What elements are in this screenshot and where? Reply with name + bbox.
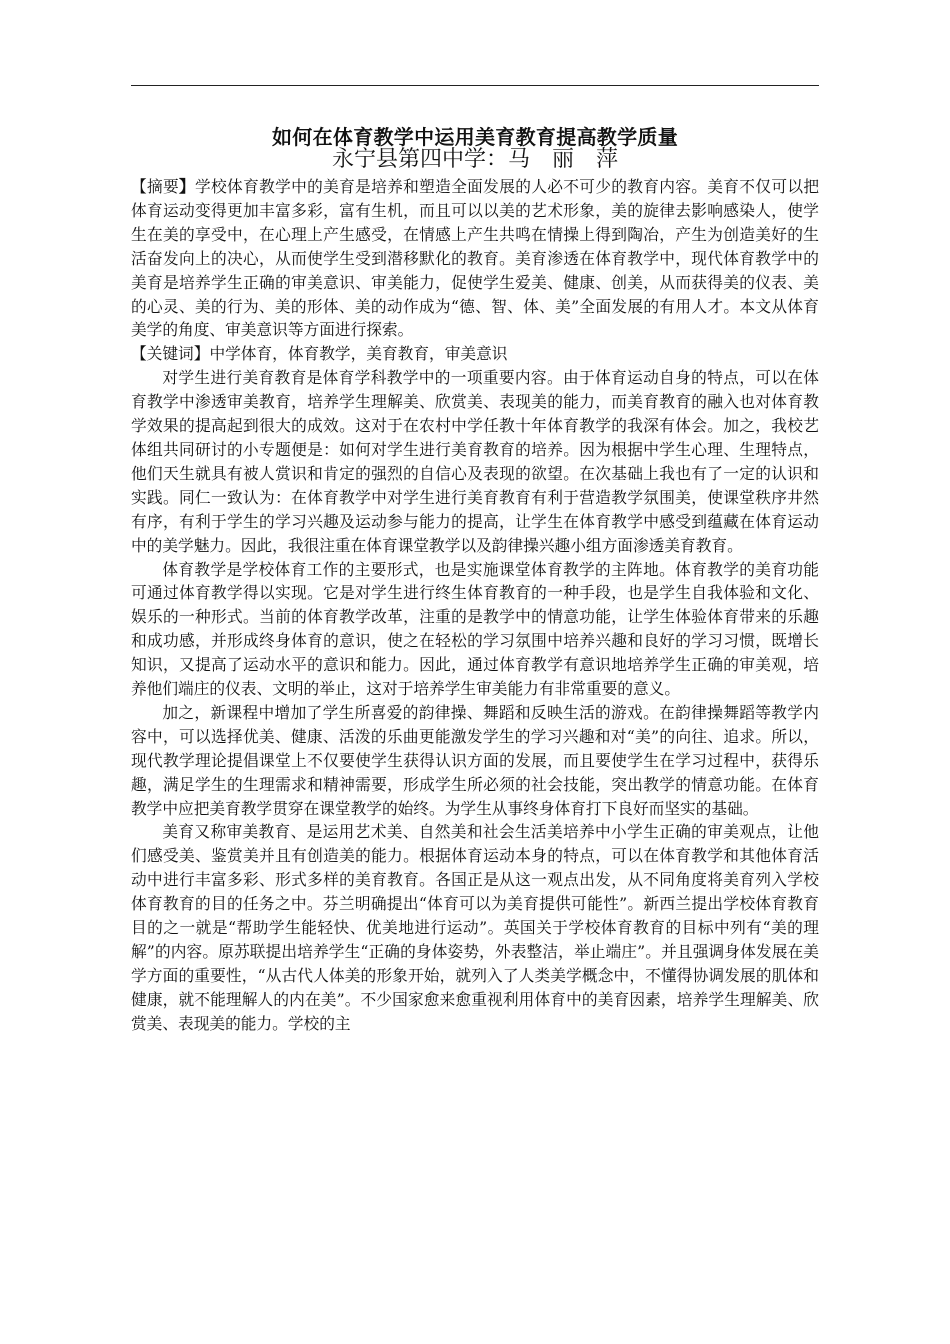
document-title: 如何在体育教学中运用美育教育提高教学质量 xyxy=(272,125,678,149)
body-paragraph-1: 对学生进行美育教育是体育学科教学中的一项重要内容。由于体育运动自身的特点，可以在体育教学中渗透审美教育，培养学生理解美、欣赏美、表现美的能力，而美育教育的融入也对体育教学效果的提高起到很大的成效。这对于在农村中学任教十年体育教学的我深有体会。加之，我校艺体组共同研讨的小专题便是：如何对学生进行美育教育的培养。因为根据中学生心理、生理特点，他们天生就具有被人赏识和肯定的强烈的自信心及表现的欲望。在次基础上我也有了一定的认识和实践。同仁一致认为：在体育教学中对学生进行美育教育有利于营造教学氛围美，使课堂秩序井然有序，有利于学生的学习兴趣及运动参与能力的提高，让学生在体育教学中感受到蕴藏在体育运动中的美学魅力。因此，我很注重在体育课堂教学以及韵律操兴趣小组方面渗透美育教育。 xyxy=(131,368,819,555)
body-paragraph-4: 美育又称审美教育、是运用艺术美、自然美和社会生活美培养中小学生正确的审美观点，让他们感受美、鉴赏美并且有创造美的能力。根据体育运动本身的特点，可以在体育教学和其他体育活动中进行丰富多彩、形式多样的美育教育。各国正是从这一观点出发，从不同角度将美育列入学校体育教育的目的任务之中。芬兰明确提出“体育可以为美育提供可能性”。新西兰提出学校体育教育目的之一就是“帮助学生能轻快、优美地进行运动”。英国关于学校体育教育的目标中列有“美的理解”的内容。原苏联提出培养学生“正确的身体姿势，外表整洁，举止端庄”。并且强调身体发展在美学方面的重要性，“从古代人体美的形象开始，就列入了人类美学概念中，不懂得协调发展的肌体和健康，就不能理解人的内在美”。不少国家愈来愈重视利用体育中的美育因素，培养学生理解美、欣赏美、表现美的能力。学校的主 xyxy=(131,822,819,1033)
body-paragraph-2: 体育教学是学校体育工作的主要形式，也是实施课堂体育教学的主阵地。体育教学的美育功能可通过体育教学得以实现。它是对学生进行终生体育教育的一种手段，也是学生自我体验和文化、娱乐的一种形式。当前的体育教学改革，注重的是教学中的情意功能，让学生体验体育带来的乐趣和成功感，并形成终身体育的意识，使之在轻松的学习氛围中培养兴趣和良好的学习习惯，既增长知识，又提高了运动水平的意识和能力。因此，通过体育教学有意识地培养学生正确的审美观，培养他们端庄的仪表、文明的举止，这对于培养学生审美能力有非常重要的意义。 xyxy=(131,559,819,699)
keywords-label: 【关键词】 xyxy=(131,344,210,364)
abstract-paragraph xyxy=(131,175,819,342)
keywords-paragraph xyxy=(131,342,819,366)
abstract-label-close: 】 xyxy=(179,177,196,196)
body-paragraph-3: 加之，新课程中增加了学生所喜爱的韵律操、舞蹈和反映生活的游戏。在韵律操舞蹈等教学内容中，可以选择优美、健康、活泼的乐曲更能激发学生的学习兴趣和对“美”的向往、追求。所以，现代教学理论提倡课堂上不仅要使学生获得认识方面的发展，而且要使学生在学习过程中，获得乐趣，满足学生的生理需求和精神需要，形成学生所必须的社会技能，突出教学的情意功能。在体育教学中应把美育教学贯穿在课堂教学的始终。为学生从事终身体育打下良好而坚实的基础。 xyxy=(131,702,819,818)
header-rule xyxy=(131,85,819,86)
abstract-label-open: 【摘要 xyxy=(131,177,180,196)
keywords-text: 中学体育，体育教学，美育教育，审美意识 xyxy=(209,344,508,364)
abstract-text: 学校体育教学中的美育是培养和塑造全面发展的人必不可少的教育内容。美育不仅可以把体育运动变得更加丰富多彩，富有生机，而且可以以美的艺术形象，美的旋律去影响感染人，使学生在美的享受中，在心理上产生感受，在情感上产生共鸣在情操上得到陶冶，产生为创造美好的生活奋发向上的决心，从而使学生受到潜移默化的教育。美育渗透在体育教学中，现代体育教学中的美育是培养学生正确的审美意识、审美能力，促使学生爱美、健康、创美，从而获得美的仪表、美的心灵、美的行为、美的形体、美的动作成为“德、智、体、美”全面发展的有用人才。本文从体育美学的角度、审美意识等方面进行探索。 xyxy=(131,177,820,340)
author-line: 永宁县第四中学：马 丽 萍 xyxy=(331,147,618,172)
body-text xyxy=(131,175,819,1036)
